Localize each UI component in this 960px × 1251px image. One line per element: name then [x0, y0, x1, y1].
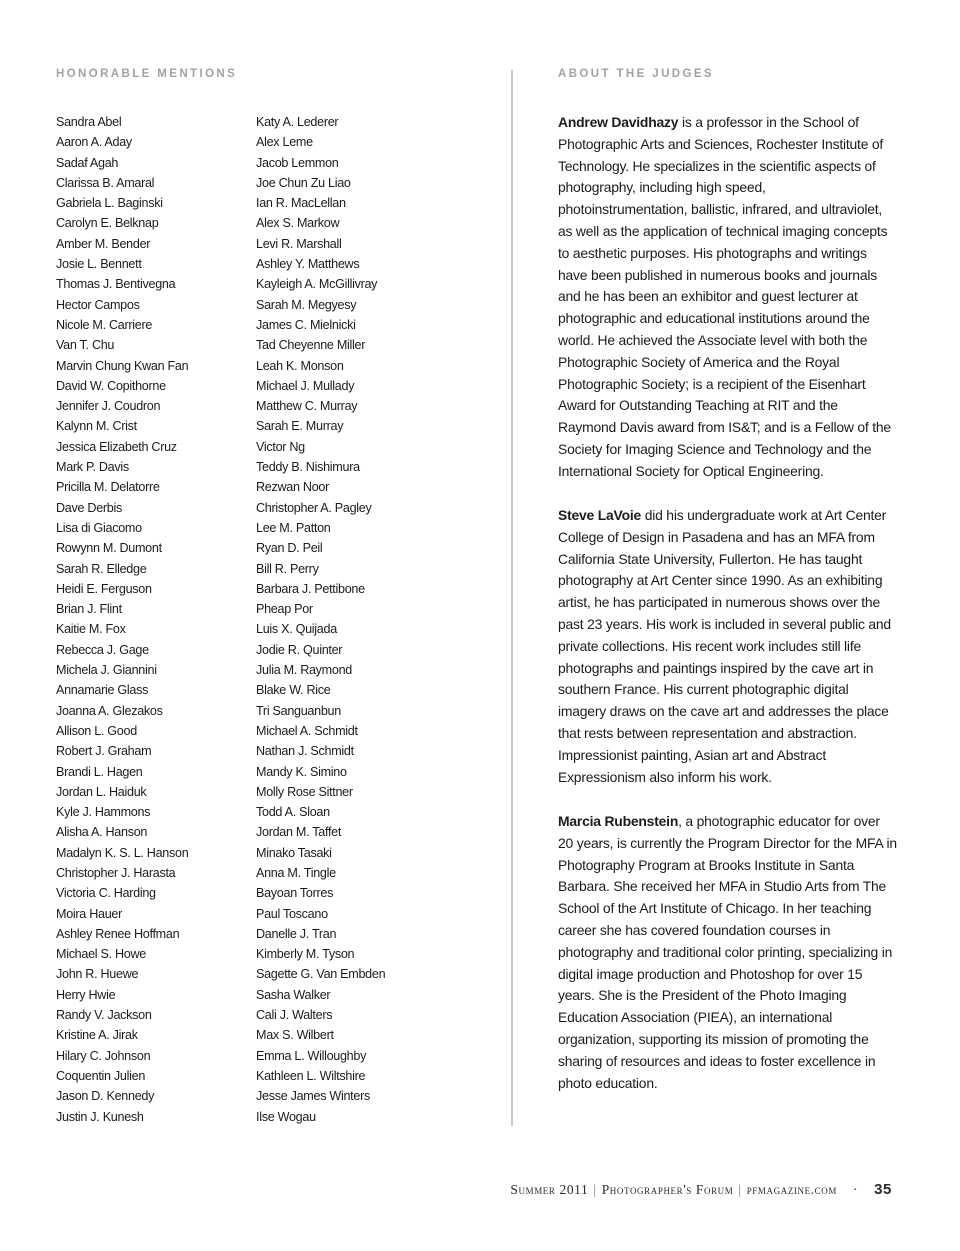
honorable-mention-name: Mark P. Davis	[56, 460, 129, 475]
honorable-mention-name: Julia M. Raymond	[256, 663, 352, 678]
honorable-mention-name: Lee M. Patton	[256, 520, 331, 535]
honorable-mention-name: Dave Derbis	[56, 500, 122, 515]
judge-bio-text: , a photographic educator for over 20 years, is currently the Program Director for the MFA in Photography Program at Brooks Institute in Santa Barbara. She received her MFA in Studio Arts from The School of the Art Institute of Chicago. In her teaching career she has covered foundation courses in photography and traditional color printing, specializing in digital image production and Photoshop for over 15 years. She is the President of the Photo Imaging Education Association (PIEA), an international organization, supporting its mission of promoting the sharing of resources and ideas to foster excellence in photo education.	[558, 813, 897, 1091]
honorable-mention-name: Sandra Abel	[56, 115, 122, 129]
honorable-mention-name: Jessica Elizabeth Cruz	[56, 439, 177, 454]
honorable-mention-name: Bayoan Torres	[256, 886, 334, 901]
honorable-mention-name: Jordan L. Haiduk	[56, 784, 147, 799]
honorable-mention-name: Alex S. Markow	[256, 216, 340, 231]
honorable-mention-name: Moira Hauer	[56, 906, 122, 921]
honorable-mention-name: Clarissa B. Amaral	[56, 175, 155, 190]
honorable-mention-name: Luis X. Quijada	[256, 622, 337, 637]
honorable-mention-name: Leah K. Monson	[256, 358, 344, 373]
honorable-mention-name: Hilary C. Johnson	[56, 1048, 151, 1063]
honorable-mention-name: Pricilla M. Delatorre	[56, 480, 160, 495]
honorable-mention-name: Bill R. Perry	[256, 561, 319, 576]
page-footer	[510, 1181, 892, 1198]
footer-magazine-title: Photographer's Forum	[601, 1182, 734, 1197]
honorable-mention-name: Jesse James Winters	[256, 1089, 370, 1104]
honorable-mention-name: Cali J. Walters	[256, 1008, 333, 1023]
honorable-mention-name: Thomas J. Bentivegna	[56, 277, 176, 292]
honorable-mention-name: Van T. Chu	[56, 338, 115, 353]
judge-name: Andrew Davidhazy	[558, 114, 679, 130]
honorable-mention-name: Carolyn E. Belknap	[56, 216, 159, 231]
honorable-mention-name: Brandi L. Hagen	[56, 764, 143, 779]
honorable-mention-name: Michael A. Schmidt	[256, 723, 358, 738]
judge-name: Steve LaVoie	[558, 507, 642, 523]
honorable-mention-name: Nathan J. Schmidt	[256, 744, 354, 759]
honorable-mention-name: Joanna A. Glezakos	[56, 703, 163, 718]
honorable-mention-name: Michela J. Giannini	[56, 663, 157, 678]
honorable-mention-name: Barbara J. Pettibone	[256, 581, 365, 596]
honorable-mention-name: Victoria C. Harding	[56, 886, 156, 901]
honorable-mention-name: Gabriela L. Baginski	[56, 196, 163, 211]
footer-separator: |	[738, 1182, 742, 1197]
honorable-mention-name: Victor Ng	[256, 439, 305, 454]
honorable-mention-name: Lisa di Giacomo	[56, 520, 142, 535]
column-divider	[511, 70, 513, 1126]
honorable-mention-name: Sarah E. Murray	[256, 419, 344, 434]
honorable-mention-name: Ilse Wogau	[256, 1109, 316, 1124]
honorable-mention-name: Marvin Chung Kwan Fan	[56, 358, 189, 373]
honorable-mention-name: Rowynn M. Dumont	[56, 541, 162, 556]
honorable-mention-name: Coquentin Julien	[56, 1068, 146, 1083]
honorable-mention-name: Ashley Y. Matthews	[256, 257, 360, 272]
footer-season: Summer 2011	[510, 1182, 589, 1197]
judge-bio-text: did his undergraduate work at Art Center College of Design in Pasadena and has an MFA from California State University, Fullerton. He has taught photography at Art Center since 1990. As an exhibiting artist, he has participated in numerous shows over the past 23 years. His work is included in several public and private collections. His recent work includes still life photographs and paintings inspired by the cave art in southern France. His current photographic digital imagery draws on the cave art and addresses the place that rests between representation and abstraction. Impressionist painting, Asian art and Abstract Expressionism also inform his work.	[558, 507, 891, 785]
honorable-mention-name: Jason D. Kennedy	[56, 1089, 155, 1104]
honorable-mention-name: Joe Chun Zu Liao	[256, 175, 351, 190]
honorable-mention-name: Michael S. Howe	[56, 947, 146, 962]
honorable-mention-name: Levi R. Marshall	[256, 236, 342, 251]
judge-bio-rubenstein	[558, 811, 898, 1094]
honorable-mention-name: Kayleigh A. McGillivray	[256, 277, 378, 292]
honorable-mention-name: Sagette G. Van Embden	[256, 967, 386, 982]
honorable-mention-name: Teddy B. Nishimura	[256, 460, 360, 475]
honorable-mention-name: Kaitie M. Fox	[56, 622, 126, 637]
honorable-mention-name: Todd A. Sloan	[256, 805, 330, 820]
honorable-mentions-column-2	[256, 112, 385, 1127]
honorable-mention-name: Annamarie Glass	[56, 683, 149, 698]
honorable-mention-name: Robert J. Graham	[56, 744, 152, 759]
honorable-mention-name: Kathleen L. Wiltshire	[256, 1068, 366, 1083]
honorable-mention-name: Jennifer J. Coudron	[56, 399, 161, 414]
honorable-mention-name: Paul Toscano	[256, 906, 328, 921]
honorable-mention-name: Molly Rose Sittner	[256, 784, 353, 799]
honorable-mention-name: David W. Copithorne	[56, 378, 166, 393]
honorable-mention-name: Josie L. Bennett	[56, 257, 142, 272]
honorable-mention-name: Jordan M. Taffet	[256, 825, 342, 840]
honorable-mention-name: Hector Campos	[56, 297, 140, 312]
honorable-mention-name: Rebecca J. Gage	[56, 642, 149, 657]
honorable-mention-name: Rezwan Noor	[256, 480, 329, 495]
honorable-mention-name: Alisha A. Hanson	[56, 825, 148, 840]
honorable-mention-name: Blake W. Rice	[256, 683, 331, 698]
honorable-mention-name: Kalynn M. Crist	[56, 419, 137, 434]
honorable-mention-name: Nicole M. Carriere	[56, 317, 153, 332]
honorable-mention-name: Ian R. MacLellan	[256, 196, 346, 211]
honorable-mention-name: Michael J. Mullady	[256, 378, 355, 393]
honorable-mention-name: Jacob Lemmon	[256, 155, 339, 170]
honorable-mention-name: Allison L. Good	[56, 723, 137, 738]
honorable-mention-name: Mandy K. Simino	[256, 764, 347, 779]
honorable-mention-name: Kyle J. Hammons	[56, 805, 151, 820]
honorable-mention-name: Justin J. Kunesh	[56, 1109, 144, 1124]
judge-name: Marcia Rubenstein	[558, 813, 679, 829]
about-the-judges-heading: ABOUT THE JUDGES	[558, 68, 714, 80]
honorable-mention-name: Christopher J. Harasta	[56, 865, 176, 880]
honorable-mention-name: Tad Cheyenne Miller	[256, 338, 366, 353]
honorable-mention-name: Katy A. Lederer	[256, 115, 339, 129]
honorable-mention-name: Sarah R. Elledge	[56, 561, 147, 576]
honorable-mention-name: Minako Tasaki	[256, 845, 332, 860]
honorable-mention-name: Sasha Walker	[256, 987, 331, 1002]
honorable-mentions-heading: HONORABLE MENTIONS	[56, 68, 238, 80]
honorable-mention-name: Christopher A. Pagley	[256, 500, 372, 515]
honorable-mention-name: Brian J. Flint	[56, 602, 122, 617]
honorable-mention-name: Danelle J. Tran	[256, 926, 337, 941]
honorable-mention-name: Anna M. Tingle	[256, 865, 336, 880]
honorable-mention-name: Alex Leme	[256, 135, 313, 150]
footer-dot: ·	[853, 1182, 859, 1197]
honorable-mention-name: Madalyn K. S. L. Hanson	[56, 845, 189, 860]
honorable-mention-name: Sadaf Agah	[56, 155, 119, 170]
honorable-mention-name: Emma L. Willoughby	[256, 1048, 367, 1063]
honorable-mention-name: Ashley Renee Hoffman	[56, 926, 180, 941]
page-number: 35	[874, 1181, 892, 1198]
honorable-mention-name: Tri Sanguanbun	[256, 703, 341, 718]
honorable-mentions-column-1	[56, 112, 188, 1127]
judge-bio-text: is a professor in the School of Photographic Arts and Sciences, Rochester Institute of Technology. He specializes in the scientific aspects of photography, including high speed, photoinstrumentation, ballistic, infrared, and ultraviolet, as well as the application of technical imaging concepts to aesthetic purposes. His photographs and writings have been published in numerous books and journals and he has been an exhibitor and guest lecturer at photographic and educational institutions around the world. He achieved the Associate level with both the Photographic Society of America and the Royal Photographic Society; is a recipient of the Eisenhart Award for Outstanding Teaching at RIT and the Raymond Davis award from IS&T; and is a Fellow of the Society for Imaging Science and Technology and the International Society for Optical Engineering.	[558, 114, 891, 479]
honorable-mention-name: Heidi E. Ferguson	[56, 581, 152, 596]
honorable-mention-name: Matthew C. Murray	[256, 399, 358, 414]
judge-bio-davidhazy	[558, 112, 898, 483]
honorable-mention-name: Randy V. Jackson	[56, 1008, 152, 1023]
honorable-mention-name: Max S. Wilbert	[256, 1028, 334, 1043]
honorable-mention-name: Aaron A. Aday	[56, 135, 132, 150]
honorable-mention-name: James C. Mielnicki	[256, 317, 356, 332]
footer-separator: |	[593, 1182, 597, 1197]
honorable-mention-name: Sarah M. Megyesy	[256, 297, 357, 312]
honorable-mention-name: Jodie R. Quinter	[256, 642, 343, 657]
honorable-mention-name: Kimberly M. Tyson	[256, 947, 355, 962]
honorable-mention-name: Amber M. Bender	[56, 236, 151, 251]
honorable-mention-name: Ryan D. Peil	[256, 541, 323, 556]
honorable-mention-name: John R. Huewe	[56, 967, 139, 982]
honorable-mention-name: Herry Hwie	[56, 987, 116, 1002]
footer-website: pfmagazine.com	[746, 1182, 837, 1197]
judge-bio-lavoie	[558, 505, 898, 788]
honorable-mention-name: Pheap Por	[256, 602, 313, 617]
honorable-mention-name: Kristine A. Jirak	[56, 1028, 138, 1043]
